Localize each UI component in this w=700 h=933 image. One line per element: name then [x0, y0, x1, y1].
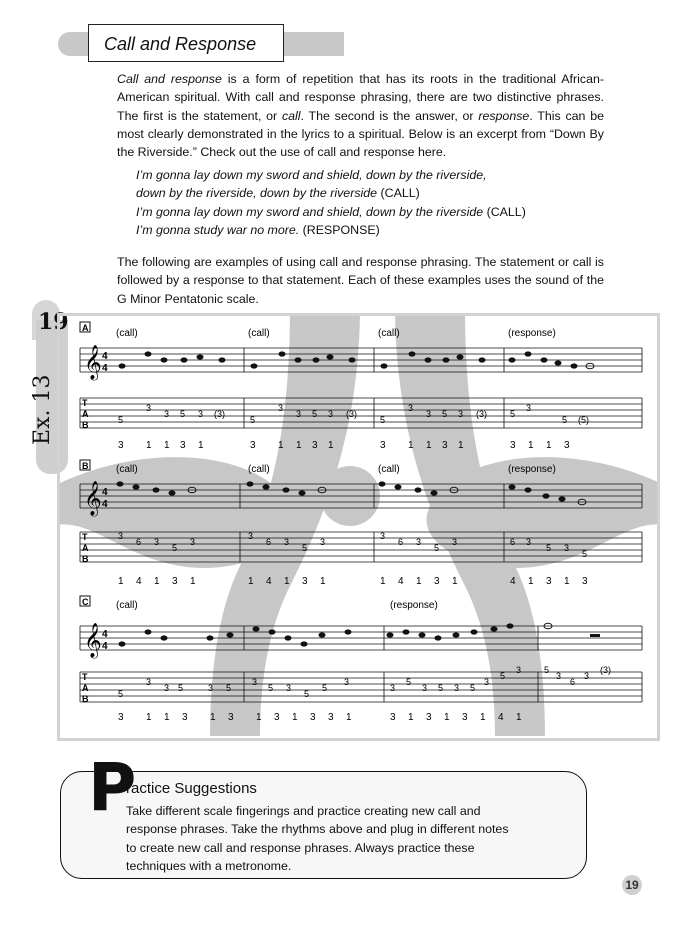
fingering: 1: [248, 576, 254, 587]
system-letter: B: [82, 461, 89, 471]
treble-clef-icon: 𝄞: [84, 346, 102, 379]
intro-text-2: . The second is the answer, or: [300, 108, 479, 123]
phrase-label: (response): [508, 464, 556, 475]
phrase-label: (call): [378, 328, 400, 339]
tab-letter: B: [82, 420, 89, 430]
tab-number: 3: [416, 537, 422, 547]
watermark-logo: [60, 316, 657, 736]
fingering: 1: [528, 440, 534, 451]
lyric-tag: (CALL): [483, 204, 526, 219]
example-label: Ex. 13: [30, 374, 55, 445]
fingering: 1: [320, 576, 326, 587]
tab-number: 3: [284, 537, 290, 547]
tab-number: 3: [484, 677, 490, 687]
fingering: 4: [398, 576, 404, 587]
tab-number: 3: [198, 409, 204, 419]
fingering: 1: [190, 576, 196, 587]
tab-number: 5: [582, 549, 588, 559]
section-title: Call and Response: [104, 34, 257, 54]
tab-number: (3): [476, 409, 487, 419]
term-call: call: [281, 108, 301, 123]
tab-number: 3: [422, 683, 428, 693]
time-signature-bottom: 4: [102, 363, 108, 374]
lyric-line: [136, 184, 526, 202]
tab-number: 5: [226, 683, 232, 693]
fingering: 1: [164, 440, 170, 451]
tab-number: 6: [510, 537, 516, 547]
fingerings: [118, 712, 522, 723]
fingering: 4: [136, 576, 142, 587]
intro-paragraph: [117, 70, 604, 161]
lyric-line: [136, 221, 526, 239]
fingering: 3: [312, 440, 318, 451]
page-number: 19: [622, 875, 642, 895]
fingering: 1: [458, 440, 464, 451]
fingering: 3: [510, 440, 516, 451]
fingering: 1: [426, 440, 432, 451]
tab-letter: T: [82, 672, 88, 682]
tab-number: 3: [248, 531, 254, 541]
tab-number: 3: [328, 409, 334, 419]
fingering: 3: [390, 712, 396, 723]
tab-number: 6: [136, 537, 142, 547]
fingering: 3: [442, 440, 448, 451]
fingering: 3: [546, 576, 552, 587]
lyric-italic: I’m gonna lay down my sword and shield, down by the riverside,: [136, 168, 487, 182]
track-number: 19: [38, 309, 69, 335]
time-signature-bottom: 4: [102, 641, 108, 652]
tab-number: 6: [398, 537, 404, 547]
tab-number: 3: [252, 677, 258, 687]
notation-svg: [60, 316, 657, 738]
intro-text-3: . This can be most clearly demonstrated in the lyrics to a spiritual. Below is an excerpt from “Down By the Riverside.” Check out the use of call and response here.: [117, 108, 604, 160]
fingering: 3: [180, 440, 186, 451]
fingering: 1: [546, 440, 552, 451]
tab-number: 5: [406, 677, 412, 687]
fingering: 3: [380, 440, 386, 451]
fingering: 1: [210, 712, 216, 723]
lyric-tag: (CALL): [377, 186, 420, 201]
fingering: 3: [462, 712, 468, 723]
tab-number: (5): [578, 415, 589, 425]
fingering: 1: [256, 712, 262, 723]
fingering: 4: [510, 576, 516, 587]
fingering: 3: [426, 712, 432, 723]
phrase-label: (call): [116, 600, 138, 611]
fingering: 1: [416, 576, 422, 587]
tab-number: 3: [526, 537, 532, 547]
fingering: 3: [250, 440, 256, 451]
tab-letter: A: [82, 683, 89, 693]
fingering: 3: [564, 440, 570, 451]
system-a: [80, 322, 642, 451]
tab-number: 3: [208, 683, 214, 693]
term-response: response: [478, 108, 530, 123]
fingering: 4: [498, 712, 504, 723]
fingering: 3: [310, 712, 316, 723]
tab-letter: B: [82, 554, 89, 564]
tab-number: 3: [154, 537, 160, 547]
fingering: 1: [346, 712, 352, 723]
system-c: [80, 596, 642, 723]
tab-number: 6: [570, 677, 576, 687]
fingering: 1: [146, 712, 152, 723]
fingering: 3: [582, 576, 588, 587]
tab-number: 3: [526, 403, 532, 413]
tab-number: 3: [278, 403, 284, 413]
tab-number: 5: [438, 683, 444, 693]
tab-number: 5: [268, 683, 274, 693]
practice-body: Take different scale fingerings and practice creating new call and response phrases. Take the rhythms above and plug in different notes to create new call and response phrases. Always practice these techniques with a metronome.: [126, 804, 509, 873]
fingering: 1: [164, 712, 170, 723]
fingering: 4: [266, 576, 272, 587]
fingering: 1: [452, 576, 458, 587]
tab-number: 5: [562, 415, 568, 425]
tab-number: 3: [190, 537, 196, 547]
tab-number: 3: [164, 409, 170, 419]
time-signature-top: 4: [102, 487, 108, 498]
fingering: 1: [408, 440, 414, 451]
lyric-italic: down by the riverside, down by the riverside: [136, 186, 378, 201]
fingering: 3: [302, 576, 308, 587]
lyrics-block: [136, 166, 526, 239]
tab-number: 3: [380, 531, 386, 541]
tab-number: 5: [312, 409, 318, 419]
tab-number: 3: [164, 683, 170, 693]
fingering: 1: [564, 576, 570, 587]
tab-number: 3: [408, 403, 414, 413]
tab-number: 5: [510, 409, 516, 419]
tab-number: (3): [346, 409, 357, 419]
practice-initial: P: [88, 749, 137, 826]
tab-number: 5: [380, 415, 386, 425]
lyric-italic: I’m gonna lay down my sword and shield, down by the riverside: [136, 204, 484, 219]
tab-number: 3: [286, 683, 292, 693]
tab-number: 3: [452, 537, 458, 547]
tab-number: 3: [320, 537, 326, 547]
tab-number: 3: [454, 683, 460, 693]
tab-number: 5: [546, 543, 552, 553]
treble-clef-icon: 𝄞: [84, 482, 102, 515]
tab-letter: T: [82, 398, 88, 408]
tab-number: 5: [442, 409, 448, 419]
tab-number: 5: [434, 543, 440, 553]
fingering: 1: [154, 576, 160, 587]
fingering: 3: [172, 576, 178, 587]
tab-letter: A: [82, 543, 89, 553]
tab-number: 3: [426, 409, 432, 419]
tab-number: 5: [500, 671, 506, 681]
system-letter: C: [82, 597, 89, 607]
tab-number: 5: [470, 683, 476, 693]
examples-paragraph: The following are examples of using call and response phrasing. The statement or call is followed by a response to that statement. Each of these examples uses the sound of the G Minor Pentatonic scale.: [117, 255, 604, 306]
phrase-label: (call): [248, 464, 270, 475]
time-signature-top: 4: [102, 629, 108, 640]
fingering: 1: [296, 440, 302, 451]
tab-number: 5: [118, 415, 124, 425]
treble-clef-icon: 𝄞: [84, 624, 102, 657]
fingering: 1: [284, 576, 290, 587]
fingering: 3: [118, 712, 124, 723]
tab-letter: B: [82, 694, 89, 704]
fingering: 1: [516, 712, 522, 723]
fingering: 3: [228, 712, 234, 723]
fingering: 1: [328, 440, 334, 451]
tab-number: 3: [564, 543, 570, 553]
fingering: 1: [118, 576, 124, 587]
tab-letter: A: [82, 409, 89, 419]
phrase-label: (call): [116, 328, 138, 339]
fingering: 1: [408, 712, 414, 723]
tab-number: 5: [544, 665, 550, 675]
tab-number: 3: [146, 403, 152, 413]
fingering: 1: [198, 440, 204, 451]
tab-number: 3: [584, 671, 590, 681]
tab-number: 5: [118, 689, 124, 699]
tab-number: 5: [172, 543, 178, 553]
tab-number: 5: [180, 409, 186, 419]
phrase-label: (call): [248, 328, 270, 339]
tab-number: 6: [266, 537, 272, 547]
fingering: 1: [444, 712, 450, 723]
fingering: 3: [328, 712, 334, 723]
tab-number: (3): [600, 665, 611, 675]
tab-number: 3: [118, 531, 124, 541]
fingering: 3: [434, 576, 440, 587]
fingering: 1: [146, 440, 152, 451]
tab-number: 3: [516, 665, 522, 675]
lyric-line: [136, 166, 526, 184]
time-signature-top: 4: [102, 351, 108, 362]
tab-number: 3: [344, 677, 350, 687]
lyric-line: [136, 203, 526, 221]
fingering: 1: [480, 712, 486, 723]
fingering: 1: [278, 440, 284, 451]
fingering: 3: [274, 712, 280, 723]
tab-number: 3: [296, 409, 302, 419]
tab-number: 3: [458, 409, 464, 419]
fingering: 3: [182, 712, 188, 723]
fingering: 1: [380, 576, 386, 587]
phrase-label: (response): [390, 600, 438, 611]
fingering: 1: [292, 712, 298, 723]
tab-number: 3: [556, 671, 562, 681]
tab-number: 5: [302, 543, 308, 553]
tab-number: 5: [250, 415, 256, 425]
tab-number: (3): [214, 409, 225, 419]
tab-letter: T: [82, 532, 88, 542]
time-signature-bottom: 4: [102, 499, 108, 510]
intro-text-1: is a form of repetition that has its roots in the traditional African-American spiritual. With call and response phrasing, there are two distinctive phrases. The first is the statement, or: [117, 72, 604, 123]
tab-number: 5: [178, 683, 184, 693]
phrase-label: (call): [116, 464, 138, 475]
practice-title: ractice Suggestions: [126, 780, 257, 797]
fingering: 3: [118, 440, 124, 451]
term-call-and-response: Call and response: [117, 72, 222, 86]
lyric-tag: (RESPONSE): [299, 222, 380, 237]
phrase-label: (call): [378, 464, 400, 475]
fingering: 1: [528, 576, 534, 587]
tab-number: 3: [146, 677, 152, 687]
tab-number: 3: [390, 683, 396, 693]
tab-number: 5: [322, 683, 328, 693]
system-letter: A: [82, 323, 89, 333]
tab-number: 5: [304, 689, 310, 699]
phrase-label: (response): [508, 328, 556, 339]
lyric-italic: I’m gonna study war no more.: [136, 222, 300, 237]
